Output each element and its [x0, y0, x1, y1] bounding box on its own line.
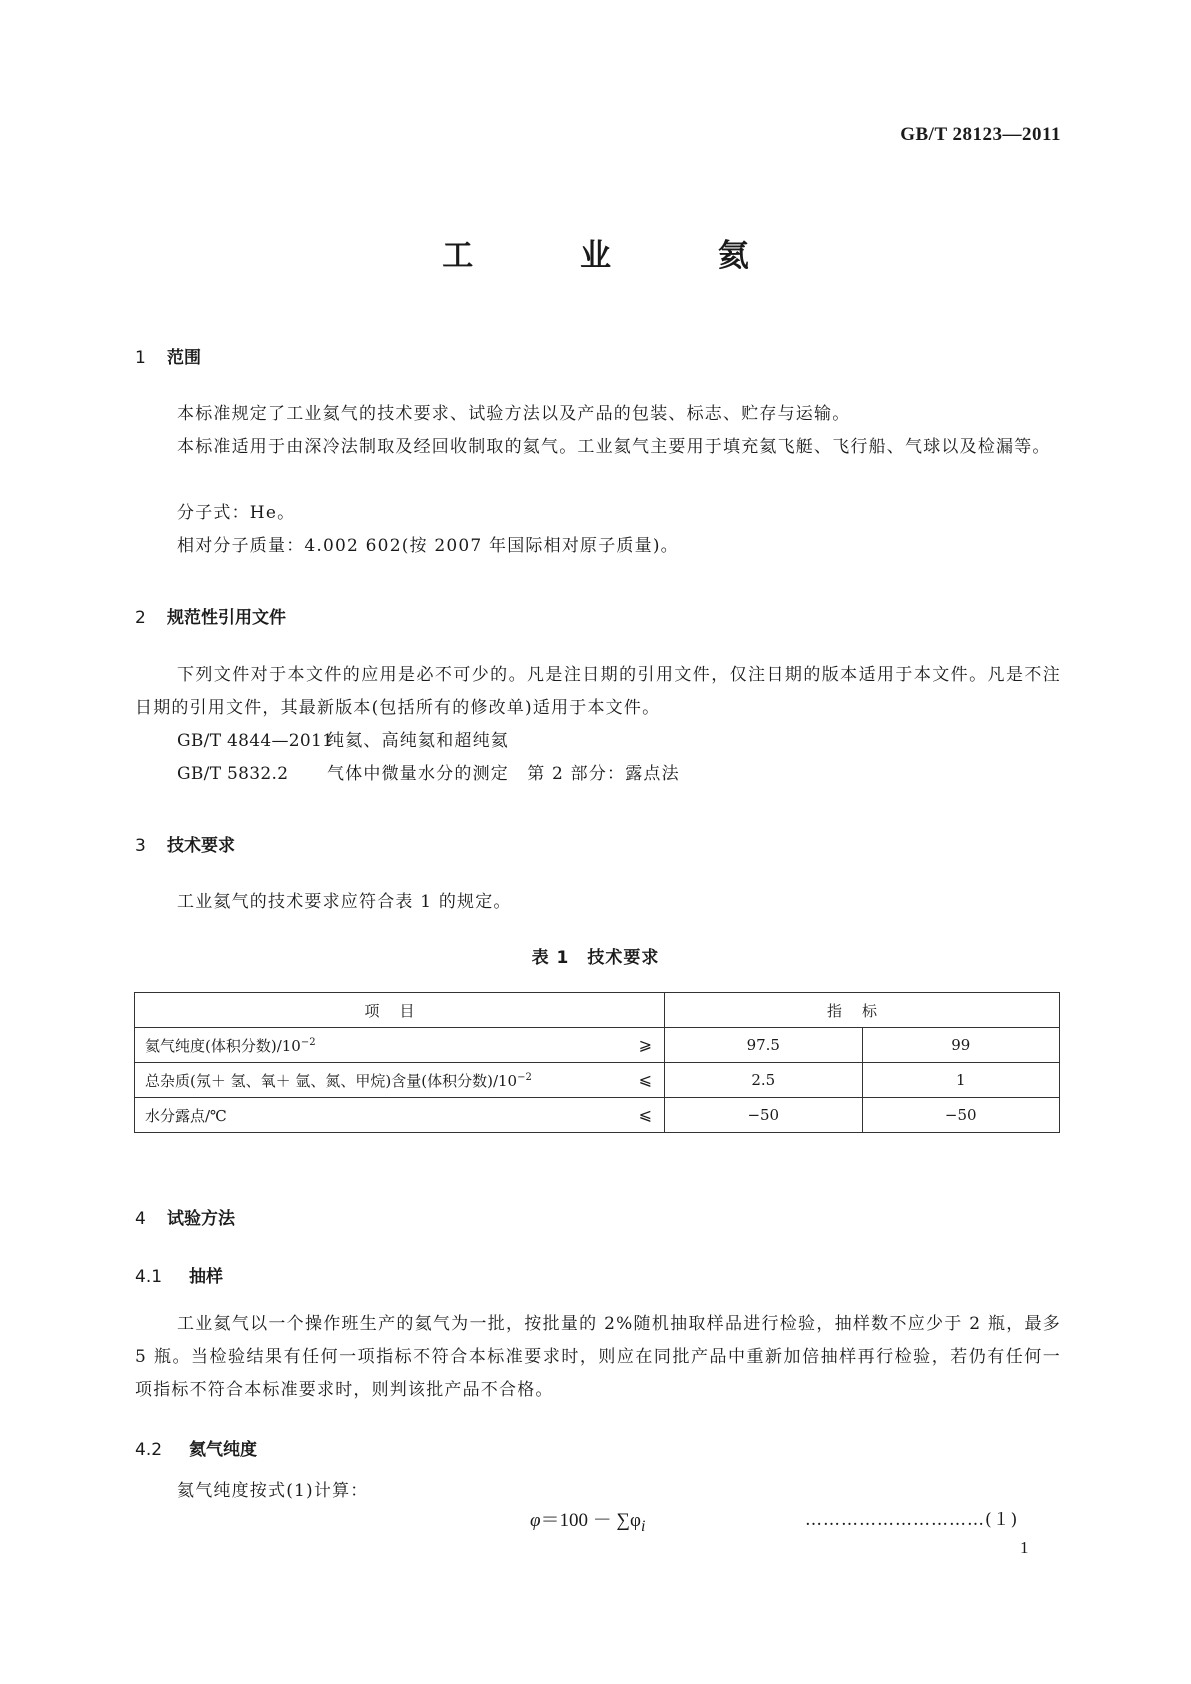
- section-number: 1: [135, 348, 146, 368]
- document-title: 工 业 氦: [442, 238, 797, 274]
- formula-subscript: i: [641, 1517, 646, 1535]
- reference-title: 气体中微量水分的测定 第 2 部分：露点法: [327, 764, 680, 784]
- section-1-paragraph-1: 本标准规定了工业氦气的技术要求、试验方法以及产品的包装、标志、贮存与运输。: [177, 404, 851, 424]
- section-number: 4.2: [135, 1440, 163, 1460]
- section-3-paragraph-1: 工业氦气的技术要求应符合表 1 的规定。: [177, 892, 512, 912]
- section-4-2-paragraph-1: 氦气纯度按式(1)计算：: [177, 1481, 369, 1501]
- exponent: −2: [517, 1071, 532, 1083]
- section-title: 技术要求: [167, 836, 235, 856]
- row-item: 水分露点/℃ ⩽: [135, 1098, 665, 1133]
- section-1-heading: [135, 343, 201, 368]
- row-value-grade-2: −50: [862, 1098, 1059, 1133]
- section-title: 范围: [167, 348, 201, 368]
- section-4-1-heading: [135, 1262, 223, 1287]
- standard-number: GB/T 28123—2011: [900, 124, 1061, 145]
- row-value-grade-1: −50: [665, 1098, 863, 1133]
- molecular-formula-line: 分子式：He。: [177, 503, 296, 523]
- table-row: [135, 1028, 1060, 1063]
- table-row: [135, 1063, 1060, 1098]
- section-3-heading: [135, 831, 235, 856]
- section-2-heading: [135, 603, 286, 628]
- row-value-grade-2: 1: [862, 1063, 1059, 1098]
- row-value-grade-1: 97.5: [665, 1028, 863, 1063]
- section-4-heading: [135, 1204, 235, 1229]
- comparison-symbol: ⩽: [638, 1105, 653, 1124]
- reference-code: GB/T 4844—2011: [177, 731, 334, 751]
- technical-requirements-table: [134, 992, 1060, 1133]
- reference-item: [177, 725, 509, 758]
- comparison-symbol: ⩽: [638, 1070, 653, 1089]
- purity-formula: $\varphi=100 - \sum\varphi_i$: [530, 1510, 646, 1535]
- table-1-caption: 表 1 技术要求: [531, 948, 660, 968]
- reference-title: 纯氦、高纯氦和超纯氦: [327, 731, 509, 751]
- header-index: 指标: [665, 993, 1060, 1028]
- row-item: 氦气纯度(体积分数)$/10^{-2}$ ⩾: [135, 1028, 665, 1063]
- section-title: 规范性引用文件: [167, 608, 286, 628]
- section-number: 4.1: [135, 1267, 163, 1287]
- section-4-2-heading: [135, 1435, 257, 1460]
- exponent: −2: [300, 1036, 316, 1048]
- page-number: 1: [1020, 1538, 1029, 1557]
- section-title: 氦气纯度: [189, 1440, 257, 1460]
- reference-item: [177, 758, 680, 791]
- section-number: 2: [135, 608, 146, 628]
- equation-number: …………………………(１): [805, 1510, 1019, 1530]
- section-number: 4: [135, 1209, 146, 1229]
- section-number: 3: [135, 836, 146, 856]
- section-4-1-paragraph-1: 工业氦气以一个操作班生产的氦气为一批，按批量的 2%随机抽取样品进行检验，抽样数不应少于 2 瓶，最多 5 瓶。当检验结果有任何一项指标不符合本标准要求时，则应在同批产品中重新加倍抽样再行检验，若仍有任何一项指标不符合本标准要求时，则判该批产品不合格。: [135, 1314, 1061, 1400]
- header-item: 项目: [135, 993, 665, 1028]
- section-title: 抽样: [189, 1267, 223, 1287]
- table-row: [135, 1098, 1060, 1133]
- reference-code: GB/T 5832.2: [177, 764, 289, 784]
- section-1-paragraph-2: 本标准适用于由深冷法制取及经回收制取的氦气。工业氦气主要用于填充氦飞艇、飞行船、气球以及检漏等。: [177, 437, 1051, 457]
- comparison-symbol: ⩾: [638, 1035, 653, 1054]
- section-2-paragraph-1: 下列文件对于本文件的应用是必不可少的。凡是注日期的引用文件，仅注日期的版本适用于本文件。凡是不注日期的引用文件，其最新版本(包括所有的修改单)适用于本文件。: [135, 665, 1061, 718]
- row-value-grade-1: 2.5: [665, 1063, 863, 1098]
- section-title: 试验方法: [167, 1209, 235, 1229]
- row-value-grade-2: 99: [862, 1028, 1059, 1063]
- table-header-row: [135, 993, 1060, 1028]
- molecular-mass-line: 相对分子质量：4.002 602(按 2007 年国际相对原子质量)。: [177, 536, 679, 556]
- row-item: 总杂质(氖＋ 氢、氧＋ 氩、氮、甲烷)含量(体积分数)$/10^{-2}$ ⩽: [135, 1063, 665, 1098]
